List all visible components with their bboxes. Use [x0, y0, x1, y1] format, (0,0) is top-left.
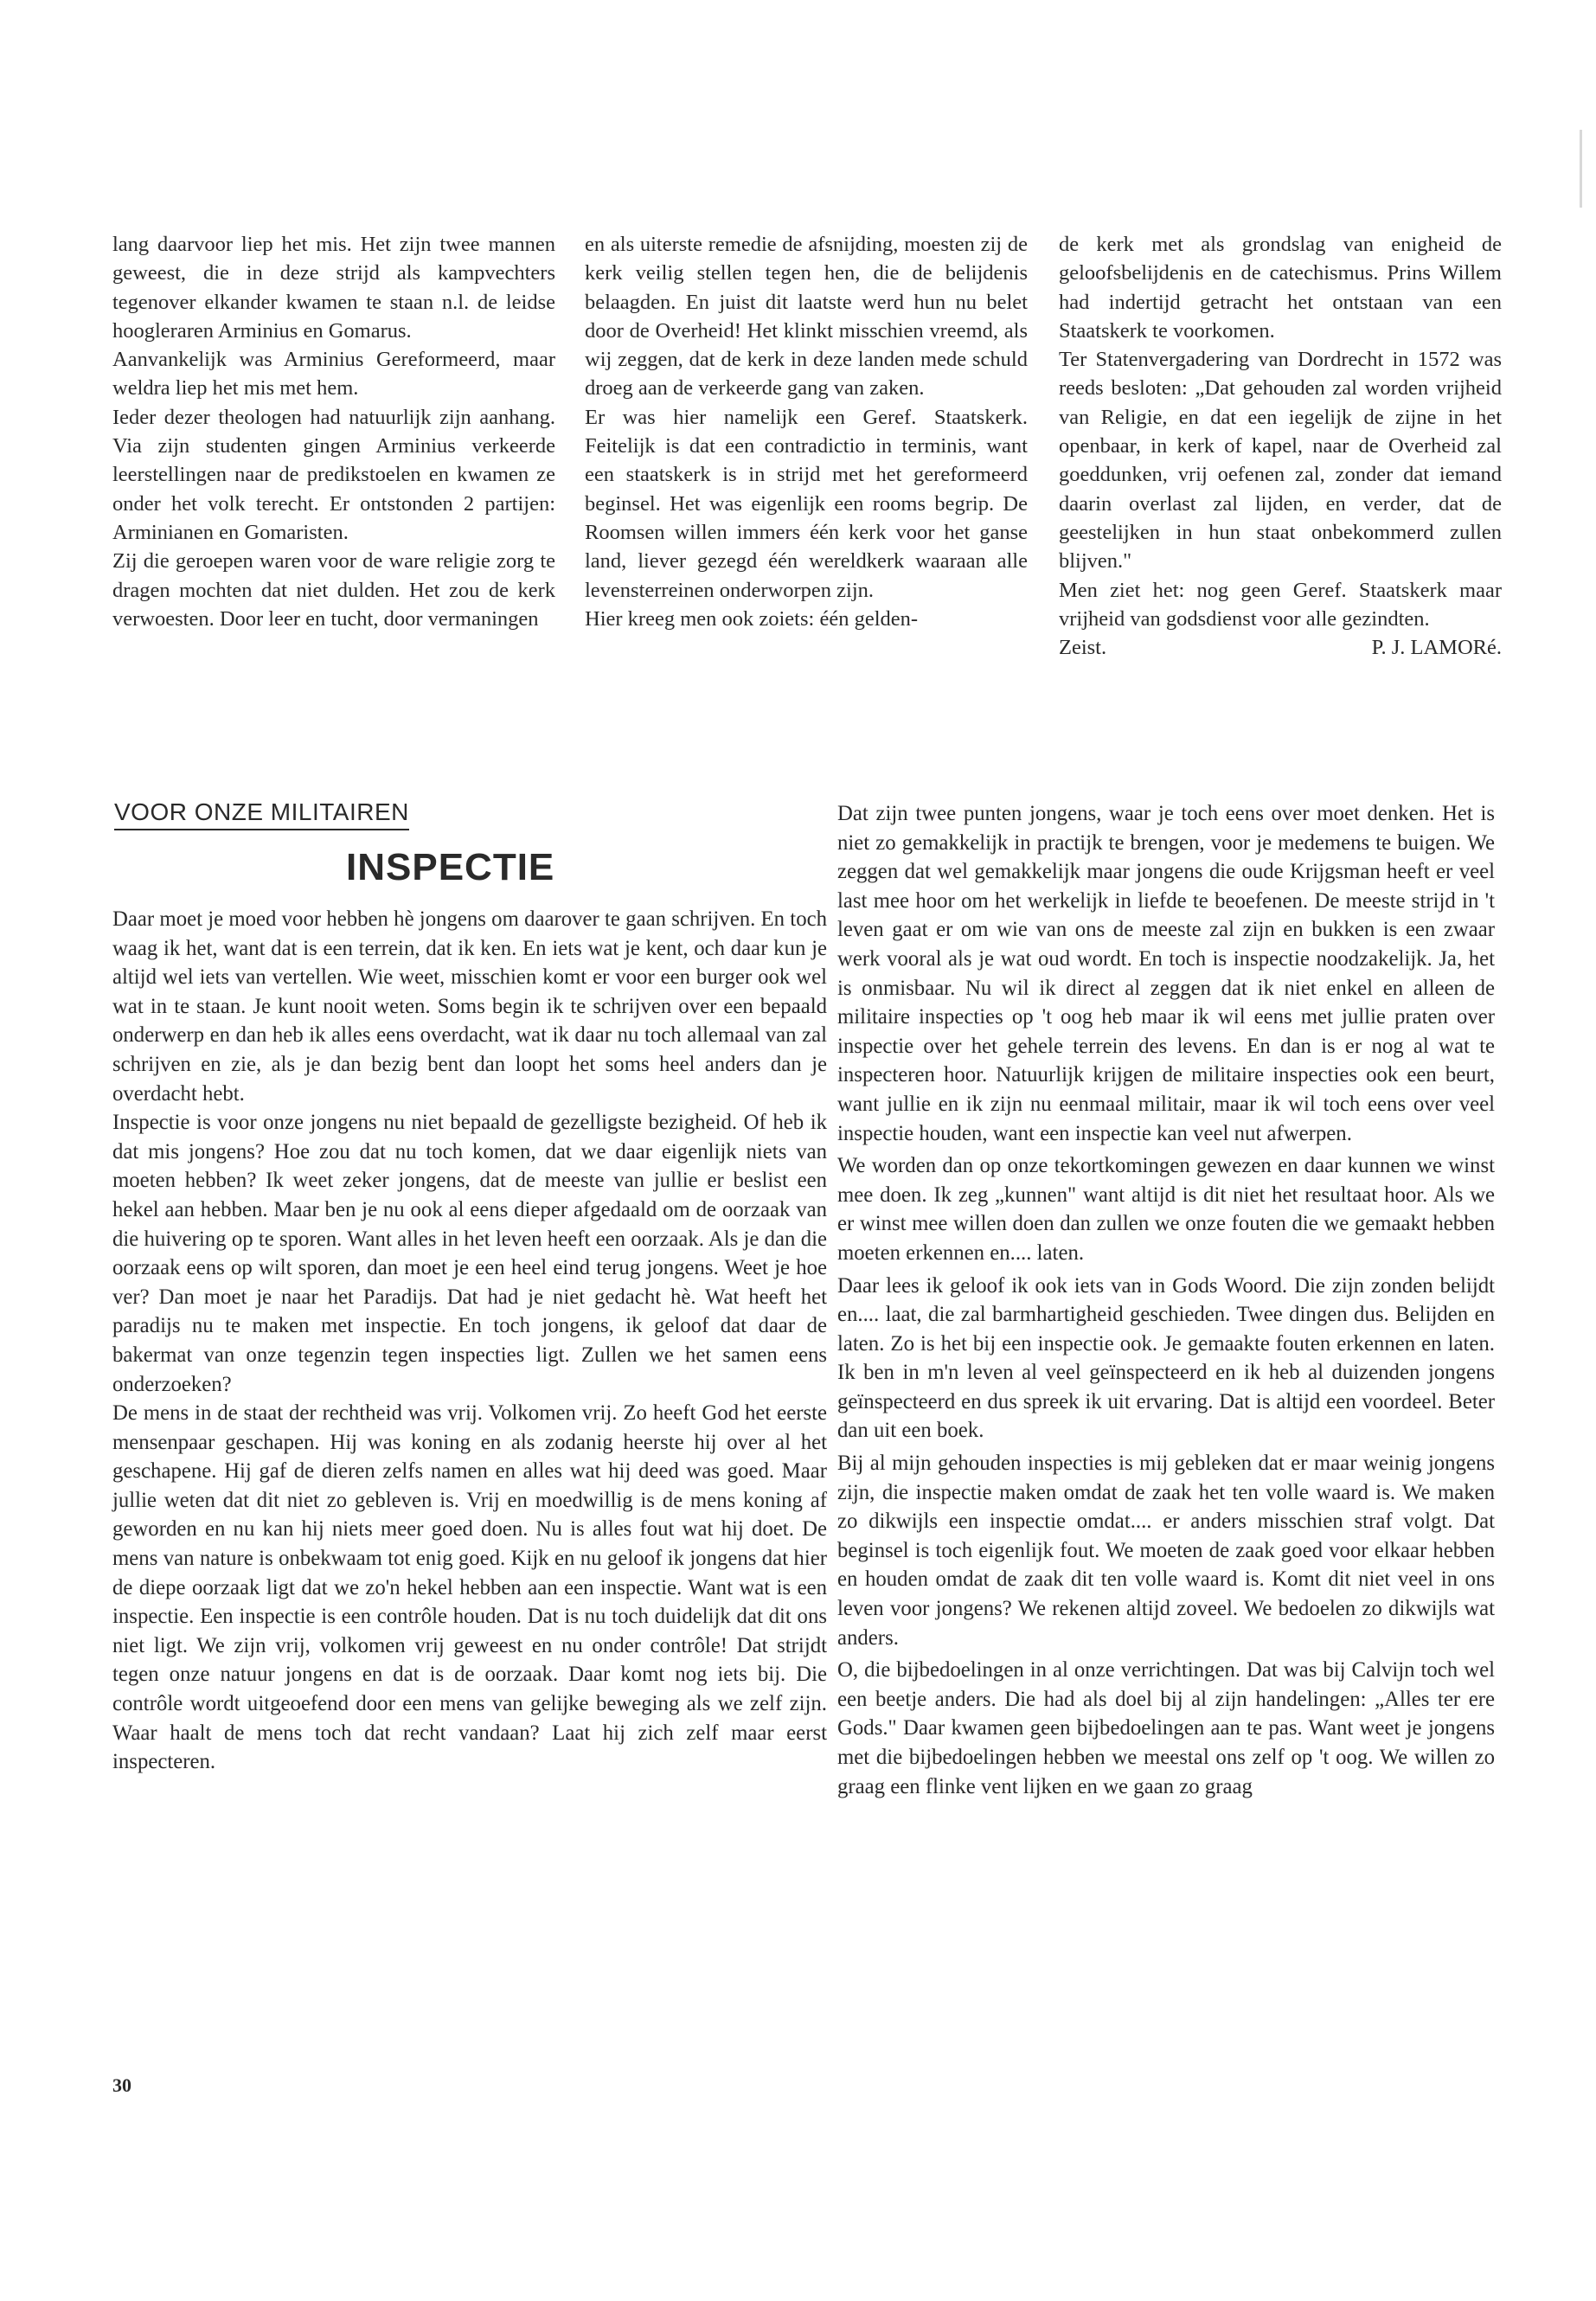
paragraph: en als uiterste remedie de afsnijding, moesten zij de kerk veilig stellen tegen hen, die de belijdenis belaagden. En juist dit laatste werd hun nu belet door de Overheid! Het klinkt misschien vreemd, als wij zeggen, dat de kerk in deze landen mede schuld droeg aan de verkeerde gang van zaken. — [585, 233, 1028, 401]
paragraph: de kerk met als grondslag van enigheid de geloofsbelijdenis en de catechismus. Prins Willem had indertijd getracht het ontstaan van een Staatskerk te voorkomen. — [1059, 233, 1502, 343]
article-column-right — [837, 799, 1495, 1801]
place: Zeist. — [1059, 636, 1107, 660]
paragraph: De mens in de staat der rechtheid was vrij. Volkomen vrij. Zo heeft God het eerste mensenpaar geschapen. Hij was koning en als zodanig heerste hij over al het geschapene. Hij gaf de dieren zelfs namen en alles wat hij deed was goed. Maar jullie weten dat dit niet zo gebleven is. Vrij en moedwillig is de mens koning af geworden en nu kan hij niets meer goed doen. Nu is alles fout wat hij doet. De mens van nature is onbekwaam tot enig goed. Kijk en nu geloof ik jongens dat hier de diepe oorzaak ligt dat we zo'n hekel hebben aan een inspectie. Want wat is een inspectie. Een inspectie is een contrôle houden. Dat is nu toch duidelijk dat dit ons niet ligt. We zijn vrij, volkomen vrij geweest en nu onder contrôle! Dat strijdt tegen onze natuur jongens en dat is de oorzaak. Daar komt nog iets bij. Die contrôle wordt uitgeoefend door een mens van gelijke beweging als we zelf zijn. Waar haalt de mens toch dat recht vandaan? Laat hij zich zelf maar eerst inspecteren. — [112, 1401, 827, 1774]
paragraph: Dat zijn twee punten jongens, waar je toch eens over moet denken. Het is niet zo gemakkelijk in practijk te brengen, voor je medemens te buigen. We zeggen dat wel gemakkelijk maar jongens die oude Krijgsman heeft er veel last mee hoor om het werkelijk in liefde te beoefenen. De meeste strijd in 't leven gaat er om wie van ons de meeste zal zijn en bukken is een zwaar werk vooral als je wat oud wordt. En toch is inspectie noodzakelijk. Ja, het is onmisbaar. Nu wil ik direct al zeggen dat ik niet enkel en alleen de militaire inspecties op 't oog heb maar ik wil eens met jullie praten over inspectie over het gehele terrein des levens. En dan is er nog al wat te inspecteren hoor. Natuurlijk krijgen de militaire inspecties ook een beurt, want jullie en ik zijn nu eenmaal militair, maar ik wil toch eens over veel inspectie houden, want een inspectie kan veel nut afwerpen. — [837, 802, 1495, 1145]
article-headline: INSPECTIE — [346, 846, 555, 888]
signature-line — [1059, 633, 1502, 662]
scan-edge-line — [1580, 130, 1582, 208]
page-number: 30 — [112, 2074, 131, 2096]
paragraph: Daar moet je moed voor hebben hè jongens om daarover te gaan schrijven. En toch waag ik het, want dat is een terrein, dat ik ken. En iets wat je kent, och daar kun je altijd wel iets van vertellen. Wie weet, misschien komt er voor een burger ook wel wat in te staan. Je kunt nooit weten. Soms begin ik te schrijven over een bepaald onderwerp en dan heb ik alles eens overdacht, wat ik daar nu toch allemaal van zal schrijven en zie, als je dan bezig bent dan loopt het soms heel anders dan je overdacht hebt. — [112, 907, 827, 1106]
top-article-column-2 — [585, 230, 1028, 633]
paragraph: Inspectie is voor onze jongens nu niet bepaald de gezelligste bezigheid. Of heb ik dat mis jongens? Hoe zou dat nu toch komen, dat we daar eigenlijk niets van moeten hebben? Ik weet zeker jongens, dat de meeste van jullie er beslist een hekel aan hebben. Maar ben je nu ook al eens dieper afgedaald om de oorzaak van die huivering op te sporen. Want alles in het leven heeft een oorzaak. Als je dan die oorzaak eens op wilt sporen, dan moet je een heel eind terug jongens. Weet je hoe ver? Dan moet je naar het Paradijs. Dat had je niet gedacht hè. Wat heeft het paradijs nu te maken met inspectie. En toch jongens, ik geloof dat daar de bakermat van onze tegenzin tegen inspecties ligt. Zullen we het samen eens onderzoeken? — [112, 1111, 827, 1396]
article-column-left — [112, 905, 827, 1777]
paragraph: Ter Statenvergadering van Dordrecht in 1572 was reeds besloten: „Dat gehouden zal worden vrijheid van Religie, en dat een iegelijk de zijne in het openbaar, in kerk of kapel, naar de Overheid zal goeddunken, vrij oefenen zal, zonder dat iemand daarin overlast zal lijden, en verder, dat de geestelijken in hun staat onbekommerd zullen blijven." — [1059, 348, 1502, 574]
paragraph: Aanvankelijk was Arminius Gereformeerd, maar weldra liep het mis met hem. — [112, 348, 555, 401]
paragraph: lang daarvoor liep het mis. Het zijn twee mannen geweest, die in deze strijd als kampvechters tegenover elkander kwamen te staan n.l. de leidse hoogleraren Arminius en Gomarus. — [112, 233, 555, 343]
paragraph: Daar lees ik geloof ik ook iets van in Gods Woord. Die zijn zonden belijdt en.... laat, die zal barmhartigheid geschieden. Twee dingen dus. Belijden en laten. Zo is het bij een inspectie ook. Je gemaakte fouten erkennen en laten. Ik ben in m'n leven al veel geïnspecteerd en ik heb al duizenden jongens geïnspecteerd en dus spreek ik uit ervaring. Dat is altijd een voordeel. Beter dan uit een boek. — [837, 1273, 1495, 1443]
top-article-column-1 — [112, 230, 555, 633]
paragraph: Ieder dezer theologen had natuurlijk zijn aanhang. Via zijn studenten gingen Arminius verkeerde leerstellingen naar de predikstoelen en kwamen ze onder het volk terecht. Er ontstonden 2 partijen: Arminianen en Gomaristen. — [112, 405, 555, 544]
section-rubric: VOOR ONZE MILITAIREN — [114, 798, 409, 830]
paragraph: We worden dan op onze tekortkomingen gewezen en daar kunnen we winst mee doen. Ik zeg „kunnen" want altijd is dit niet het resultaat hoor. Als we er winst mee willen doen dan zullen we onze fouten die we gemaakt hebben moeten erkennen en.... laten. — [837, 1154, 1495, 1265]
paragraph: Bij al mijn gehouden inspecties is mij gebleken dat er maar weinig jongens zijn, die inspectie maken omdat de zaak het ten volle waard is. We maken zo dikwijls een inspectie omdat.... er anders misschien straf volgt. Dat beginsel is toch eigenlijk fout. We moeten de zaak goed voor elkaar hebben en houden omdat de zaak dit ten volle waard is. Komt dit niet veel in ons leven voor jongens? We rekenen altijd zoveel. We bedoelen zo dikwijls wat anders. — [837, 1452, 1495, 1650]
paragraph: Zij die geroepen waren voor de ware religie zorg te dragen mochten dat niet dulden. Het zou de kerk verwoesten. Door leer en tucht, door vermaningen — [112, 549, 555, 631]
paragraph: O, die bijbedoelingen in al onze verrichtingen. Dat was bij Calvijn toch wel een beetje anders. Die had als doel bij al zijn handelingen: „Alles ter ere Gods." Daar kwamen geen bijbedoelingen aan te pas. Want weet je jongens met die bijbedoelingen hebben we meestal ons zelf op 't oog. We willen zo graag een flinke vent lijken en we gaan zo graag — [837, 1658, 1495, 1798]
author: P. J. LAMORé. — [1371, 636, 1502, 660]
paragraph: Hier kreeg men ook zoiets: één gelden- — [585, 606, 919, 631]
paragraph: Men ziet het: nog geen Geref. Staatskerk maar vrijheid van godsdienst voor alle gezindten. — [1059, 578, 1502, 631]
paragraph: Er was hier namelijk een Geref. Staatskerk. Feitelijk is dat een contradictio in terminis, want een staatskerk is in strijd met het gereformeerd beginsel. Het was eigenlijk een rooms begrip. De Roomsen willen immers één kerk voor het ganse land, liever gezegd één wereldkerk waaraan alle levensterreinen onderworpen zijn. — [585, 405, 1028, 602]
top-article-column-3 — [1059, 230, 1502, 662]
